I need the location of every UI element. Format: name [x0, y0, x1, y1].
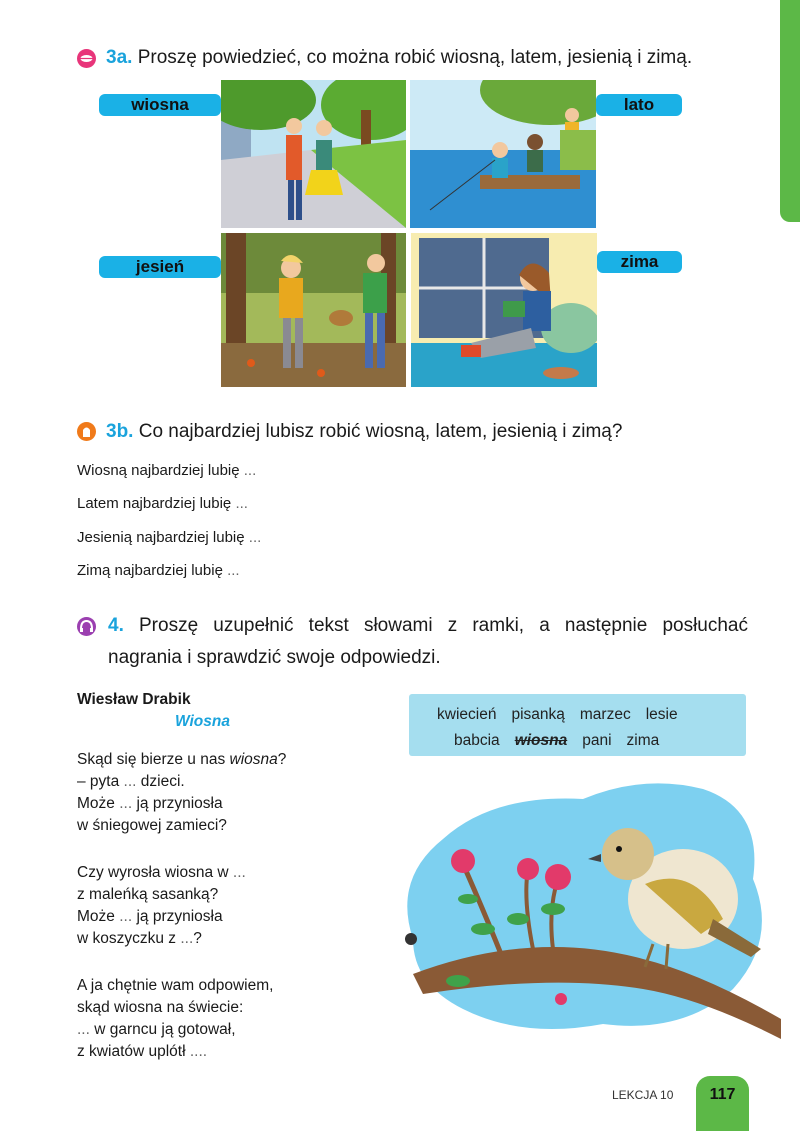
- exercise-3b-heading: [106, 420, 622, 444]
- exercise-number: 3a.: [106, 47, 133, 68]
- headphones-icon: [77, 617, 96, 636]
- page-number: 117: [696, 1076, 749, 1131]
- poem-author: Wiesław Drabik: [77, 691, 191, 708]
- season-label-autumn: jesień: [99, 256, 221, 278]
- poem-title: Wiosna: [175, 713, 230, 730]
- lesson-label: LEKCJA 10: [612, 1088, 674, 1102]
- autumn-picture: [221, 233, 406, 387]
- poem-stanza-3: A ja chętnie wam odpowiem, skąd wiosna na świecie: ... w garncu ją gotował, z kwiatów uplótł ....: [77, 977, 274, 1060]
- exercise-number: 3b.: [106, 421, 134, 442]
- exercise-instruction: Proszę powiedzieć, co można robić wiosną, latem, jesienią i zimą.: [137, 47, 693, 68]
- exercise-3a-heading: [106, 46, 692, 70]
- exercise-instruction: Co najbardziej lubisz robić wiosną, latem, jesienią i zimą?: [138, 421, 623, 442]
- poem-stanza-2: Czy wyrosła wiosna w ... z maleńką sasanką? Może ... ją przyniosła w koszyczku z ...?: [77, 864, 246, 947]
- bird-on-branch-illustration: [383, 769, 781, 1059]
- answer-line-summer: Latem najbardziej lubię ...: [77, 495, 248, 512]
- exercise-number: 4.: [108, 615, 124, 636]
- poem-stanza-1: Skąd się bierze u nas wiosna? – pyta ... dzieci. Może ... ją przyniosła w śniegowej zamieci?: [77, 751, 287, 834]
- answer-line-winter: Zimą najbardziej lubię ...: [77, 562, 240, 579]
- exercise-4-heading: [108, 614, 748, 638]
- answer-line-spring: Wiosną najbardziej lubię ...: [77, 462, 257, 479]
- chapter-side-tab: [780, 0, 800, 222]
- word-box-row-2: babcia wiosna pani zima: [454, 732, 660, 749]
- exercise-instruction-line2: nagrania i sprawdzić swoje odpowiedzi.: [108, 647, 441, 668]
- summer-picture: [410, 80, 596, 228]
- exercise-instruction-line1: Proszę uzupełnić tekst słowami z ramki, a następnie posłuchać: [139, 615, 748, 636]
- word-box-row-1: kwiecień pisanką marzec lesie: [437, 706, 678, 723]
- season-label-winter: zima: [597, 251, 682, 273]
- spring-picture: [221, 80, 406, 228]
- season-label-summer: lato: [596, 94, 682, 116]
- answer-line-autumn: Jesienią najbardziej lubię ...: [77, 529, 262, 546]
- winter-picture: [411, 233, 597, 387]
- writing-hand-icon: [77, 422, 96, 441]
- speaking-lips-icon: [77, 49, 96, 68]
- season-label-spring: wiosna: [99, 94, 221, 116]
